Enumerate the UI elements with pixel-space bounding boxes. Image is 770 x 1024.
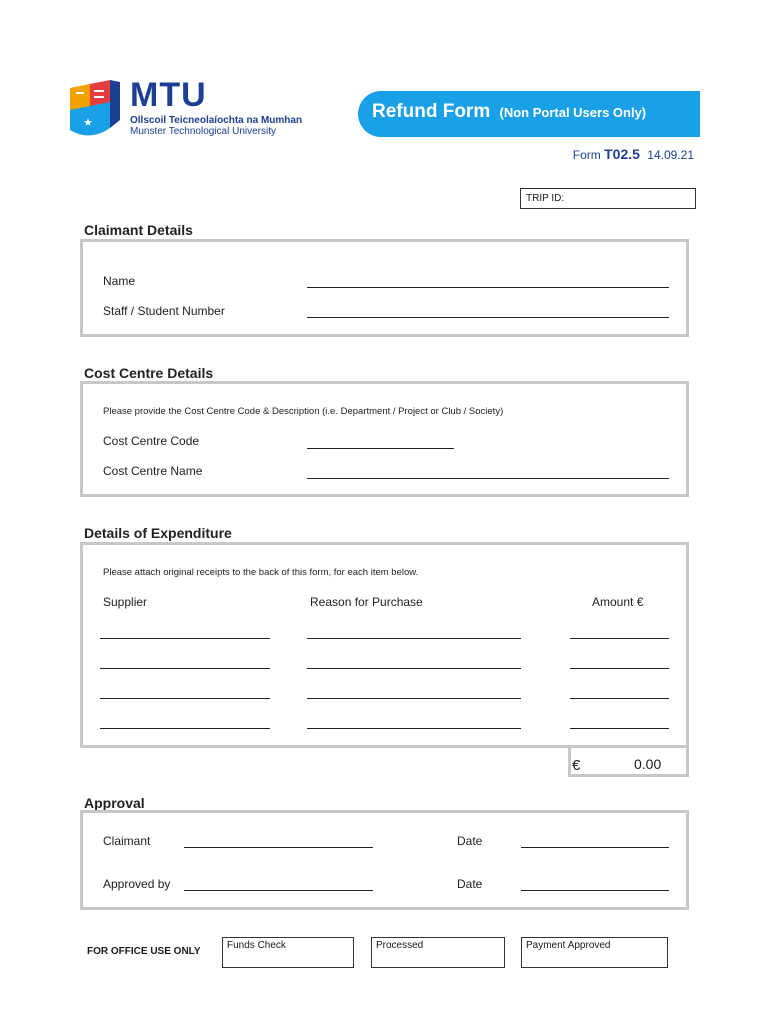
funds-check-box[interactable]	[222, 937, 354, 968]
supplier-column-header: Supplier	[103, 595, 148, 609]
amount-field-2[interactable]	[570, 668, 669, 669]
name-field[interactable]	[307, 287, 669, 288]
claimant-section-title: Claimant Details	[84, 222, 193, 238]
supplier-field-2[interactable]	[100, 668, 270, 669]
approval-panel	[80, 810, 689, 910]
payment-approved-box[interactable]	[521, 937, 668, 968]
form-code: T02.5	[604, 146, 640, 162]
reason-field-3[interactable]	[307, 698, 521, 699]
name-label: Name	[103, 274, 136, 288]
amount-column-header: Amount €	[592, 595, 644, 609]
reason-field-4[interactable]	[307, 728, 521, 729]
cost-centre-code-label: Cost Centre Code	[103, 434, 200, 448]
expenditure-instruction: Please attach original receipts to the back of this form, for each item below.	[103, 567, 419, 578]
logo-irish-name: Ollscoil Teicneolaíochta na Mumhan	[130, 115, 303, 126]
staff-number-label: Staff / Student Number	[103, 304, 225, 318]
supplier-field-3[interactable]	[100, 698, 270, 699]
claimant-signature-field[interactable]	[184, 847, 373, 848]
trip-id-field[interactable]	[520, 188, 696, 209]
office-use-label: FOR OFFICE USE ONLY	[87, 946, 201, 957]
trip-id-label: TRIP ID:	[526, 193, 565, 204]
claimant-panel	[80, 239, 689, 337]
processed-box[interactable]	[371, 937, 505, 968]
supplier-field-1[interactable]	[100, 638, 270, 639]
amount-field-1[interactable]	[570, 638, 669, 639]
amount-field-3[interactable]	[570, 698, 669, 699]
logo-english-name: Munster Technological University	[130, 126, 276, 137]
form-subtitle: (Non Portal Users Only)	[499, 105, 647, 120]
approved-by-field[interactable]	[184, 890, 373, 891]
cost-centre-name-field[interactable]	[307, 478, 669, 479]
form-prefix: Form	[572, 148, 601, 162]
processed-label: Processed	[376, 940, 424, 951]
euro-symbol: €	[572, 757, 581, 774]
form-date: 14.09.21	[647, 148, 694, 162]
claimant-date-label: Date	[457, 834, 483, 848]
mtu-logo-icon	[68, 80, 124, 138]
amount-field-4[interactable]	[570, 728, 669, 729]
logo-brand: MTU	[130, 76, 207, 114]
approval-date-label: Date	[457, 877, 483, 891]
expenditure-section-title: Details of Expenditure	[84, 525, 232, 541]
funds-check-label: Funds Check	[227, 940, 286, 951]
reason-field-2[interactable]	[307, 668, 521, 669]
staff-number-field[interactable]	[307, 317, 669, 318]
approval-section-title: Approval	[84, 795, 145, 811]
claimant-signature-label: Claimant	[103, 834, 151, 848]
total-amount-value: 0.00	[634, 756, 662, 772]
total-amount-box	[568, 746, 689, 777]
claimant-date-field[interactable]	[521, 847, 669, 848]
approved-by-label: Approved by	[103, 877, 171, 891]
approval-date-field[interactable]	[521, 890, 669, 891]
form-reference	[573, 146, 694, 162]
supplier-field-4[interactable]	[100, 728, 270, 729]
form-title-text: Refund Form	[372, 101, 491, 122]
cost-centre-name-label: Cost Centre Name	[103, 464, 203, 478]
cost-centre-code-field[interactable]	[307, 448, 454, 449]
reason-column-header: Reason for Purchase	[310, 595, 423, 609]
cost-centre-instruction: Please provide the Cost Centre Code & Description (i.e. Department / Project or Club / Society)	[103, 406, 504, 417]
payment-approved-label: Payment Approved	[526, 940, 611, 951]
cost-centre-section-title: Cost Centre Details	[84, 365, 214, 381]
reason-field-1[interactable]	[307, 638, 521, 639]
form-title	[372, 101, 646, 123]
